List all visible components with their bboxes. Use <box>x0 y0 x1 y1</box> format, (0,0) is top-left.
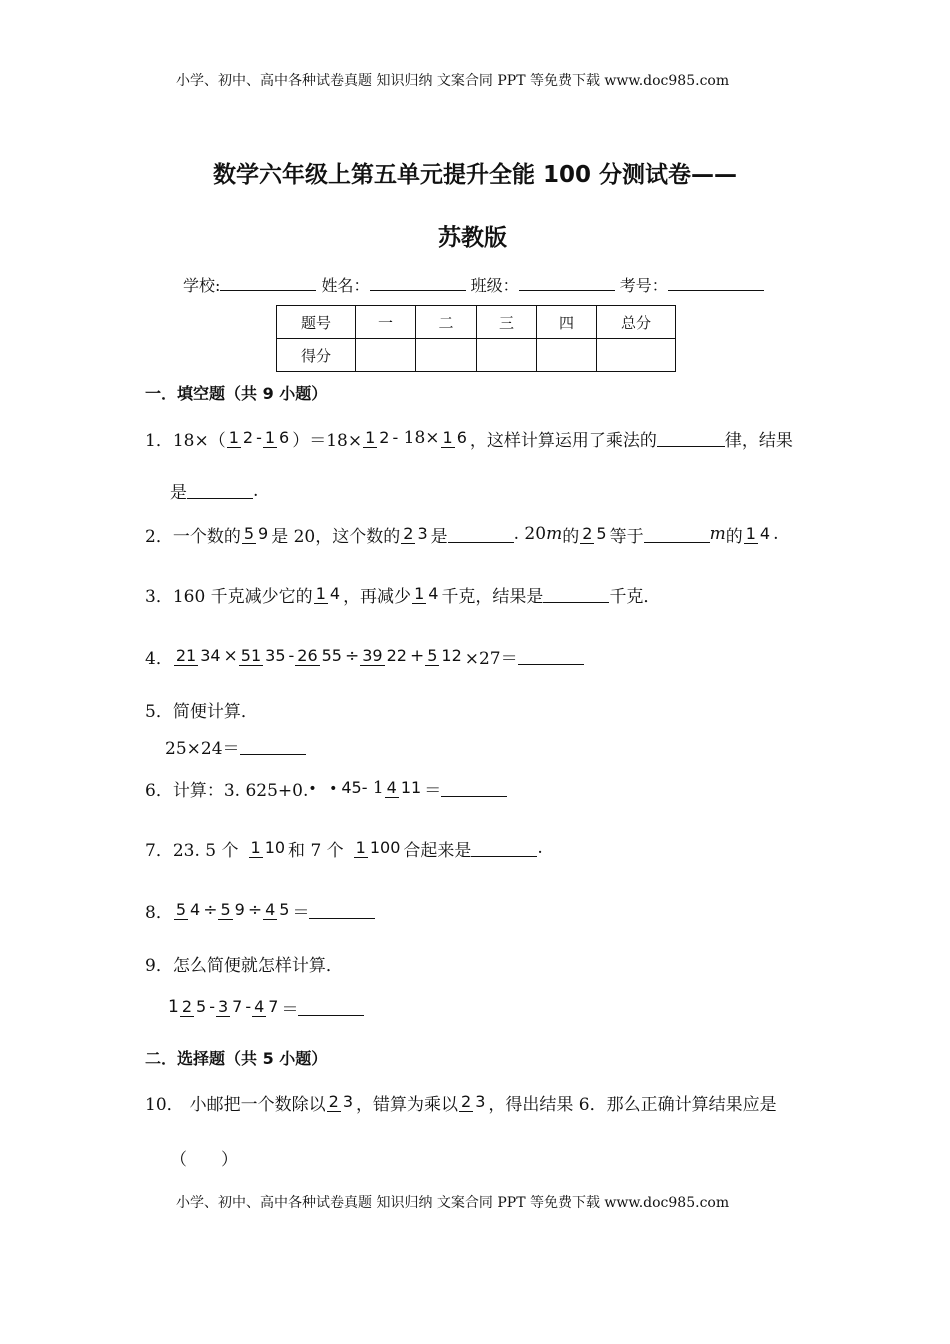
q2-text: 是 20，这个数的 <box>271 526 401 547</box>
fraction: 1 4 <box>745 524 771 543</box>
title-line-1: 数学六年级上第五单元提升全能 100 分测试卷—— <box>213 162 738 188</box>
q5-expression: 25×24＝ <box>165 739 240 759</box>
q6-text: ＝ <box>424 780 442 801</box>
q6-number: 6． <box>145 780 173 801</box>
q1-text: . <box>253 480 259 501</box>
name-blank <box>370 276 466 291</box>
q2-number: 2． <box>145 526 173 547</box>
answer-blank[interactable] <box>187 482 253 499</box>
fraction: 5 12 <box>427 646 462 665</box>
q2-text: 等于 <box>609 526 644 547</box>
class-label: 班级： <box>470 276 519 295</box>
score-row-label: 得分 <box>277 339 356 372</box>
q10-text: ，错算为乘以 <box>356 1094 459 1115</box>
q4-operator: × <box>223 646 238 666</box>
fraction: 2 5 <box>181 997 207 1016</box>
fraction: 2 3 <box>328 1092 354 1111</box>
fraction: 2 3 <box>461 1092 486 1111</box>
q8-number: 8． <box>145 902 173 923</box>
question-4 <box>145 636 584 676</box>
school-blank <box>220 276 316 291</box>
q9-whole: 1 <box>168 997 179 1017</box>
fraction: 2 5 <box>582 524 607 543</box>
name-label: 姓名： <box>321 276 370 295</box>
question-5-expr <box>165 734 306 759</box>
question-1-cont <box>170 478 258 503</box>
q2-unit: m <box>709 524 726 544</box>
q4-operator: + <box>409 646 425 666</box>
fraction: 1 6 <box>264 428 290 447</box>
question-8 <box>145 890 375 930</box>
q7-text: 和 7 个 <box>288 840 344 861</box>
class-blank <box>519 276 615 291</box>
question-10 <box>145 1082 777 1122</box>
q9-text: 怎么简便就怎样计算． <box>172 956 343 976</box>
q1-text: ，这样计算运用了乘法的 <box>469 430 657 451</box>
header-cell: 一 <box>356 306 416 339</box>
q1-minus: - <box>256 428 262 448</box>
q4-text: ×27＝ <box>464 648 518 669</box>
q9-number: 9． <box>145 956 173 976</box>
fraction: 1 2 <box>228 428 254 447</box>
question-7 <box>145 828 543 868</box>
score-cell[interactable] <box>477 339 537 372</box>
score-cell[interactable] <box>416 339 477 372</box>
q1-number: 1． <box>145 430 173 451</box>
score-table-score-row <box>277 339 676 372</box>
answer-blank[interactable] <box>543 586 609 603</box>
q10-number: 10． <box>145 1094 184 1115</box>
fraction: 5 9 <box>243 524 269 543</box>
fraction: 1 4 <box>414 584 439 603</box>
q7-text: 合起来是 <box>403 840 472 861</box>
q1-text: ）＝18× <box>292 430 363 451</box>
fraction: 4 7 <box>254 997 279 1016</box>
q3-text: 160 千克减少它的 <box>172 586 313 607</box>
question-10-paren <box>170 1145 238 1170</box>
q2-text: 的 <box>725 526 743 547</box>
q1-text: - 18× <box>392 428 440 448</box>
fraction: 1 4 <box>315 584 341 603</box>
fraction: 1 10 <box>250 838 286 857</box>
q2-text: 的 <box>562 526 580 547</box>
q4-number: 4． <box>145 648 173 669</box>
q2-text: 一个数的 <box>172 526 241 547</box>
fraction: 5 9 <box>220 900 245 919</box>
q2-unit: m <box>546 524 563 544</box>
score-table <box>276 305 676 372</box>
fraction: 51 35 <box>240 646 286 665</box>
question-6 <box>145 768 507 808</box>
answer-blank[interactable] <box>471 840 537 857</box>
q2-text: . 20 <box>513 524 547 544</box>
header-cell: 三 <box>477 306 537 339</box>
q3-text: 千克，结果是 <box>441 586 544 607</box>
q7-text: . <box>537 838 543 858</box>
header-cell: 二 <box>416 306 477 339</box>
q1-text: 律，结果 <box>724 430 793 451</box>
question-5 <box>145 697 258 722</box>
fraction: 26 55 <box>297 646 342 665</box>
title-line-2: 苏教版 <box>438 225 507 251</box>
answer-blank[interactable] <box>441 780 507 797</box>
header-cell: 四 <box>537 306 597 339</box>
repeating-decimal: • •45 <box>308 778 362 797</box>
header-cell: 总分 <box>597 306 676 339</box>
q3-text: 千克． <box>609 586 661 607</box>
q3-number: 3． <box>145 586 173 607</box>
section-1-title: 一．填空题（共 9 小题） <box>145 384 328 403</box>
fraction: 2 3 <box>403 524 428 543</box>
answer-blank[interactable] <box>644 526 710 543</box>
q4-operator: ÷ <box>344 646 360 666</box>
fraction: 21 34 <box>175 646 221 665</box>
section-2-title: 二．选择题（共 5 小题） <box>145 1049 328 1068</box>
answer-blank[interactable] <box>309 902 375 919</box>
q6-text: 计算：3. 625+0. <box>172 780 309 801</box>
fraction: 1 6 <box>442 428 467 447</box>
q10-text: ，得出结果 6．那么正确计算结果应是 <box>488 1094 777 1115</box>
fraction: 4 5 <box>265 900 290 919</box>
q7-text: 23. 5 个 <box>172 840 239 861</box>
question-9 <box>145 951 343 976</box>
number-blank <box>668 276 764 291</box>
q4-operator: - <box>288 646 295 666</box>
q1-text: 是 <box>170 483 187 503</box>
fraction: 1 2 <box>365 428 390 447</box>
q7-number: 7． <box>145 840 173 861</box>
q3-text: ，再减少 <box>343 586 412 607</box>
q1-text: 18×（ <box>172 430 226 451</box>
score-table-header-row <box>277 306 676 339</box>
q8-text: ＝ <box>292 902 310 923</box>
header-cell: 题号 <box>277 306 356 339</box>
fraction: 39 22 <box>362 646 407 665</box>
fraction: 1 100 <box>355 838 401 857</box>
q5-text: 简便计算． <box>172 702 258 722</box>
page-footer: 小学、初中、高中各种试卷真题 知识归纳 文案合同 PPT 等免费下载 www.doc985.com <box>176 1195 730 1211</box>
question-2 <box>145 514 778 554</box>
q9-operator: - <box>245 997 252 1017</box>
answer-parentheses[interactable]: （ ） <box>170 1150 238 1170</box>
q9-text: ＝ <box>281 999 299 1020</box>
q9-operator: - <box>209 997 215 1017</box>
q6-text: - 1 <box>361 778 384 798</box>
q8-operator: ÷ <box>247 900 263 920</box>
fraction: 3 7 <box>217 997 243 1016</box>
q2-text: 是 <box>430 526 448 547</box>
question-3 <box>145 574 660 614</box>
answer-blank[interactable] <box>657 430 725 447</box>
answer-blank[interactable] <box>240 738 306 755</box>
page-header: 小学、初中、高中各种试卷真题 知识归纳 文案合同 PPT 等免费下载 www.doc985.com <box>176 73 730 89</box>
q10-text: 小邮把一个数除以 <box>189 1094 326 1115</box>
q5-number: 5． <box>145 702 173 722</box>
question-9-expr <box>168 987 364 1027</box>
q2-text: . <box>773 524 779 544</box>
answer-blank[interactable] <box>518 648 584 665</box>
fraction: 5 4 <box>175 900 201 919</box>
school-label: 学校: <box>183 276 221 295</box>
score-cell[interactable] <box>356 339 416 372</box>
score-cell[interactable] <box>537 339 597 372</box>
fraction: 4 11 <box>386 778 422 797</box>
student-info-row <box>183 273 764 296</box>
score-cell[interactable] <box>597 339 676 372</box>
answer-blank[interactable] <box>298 999 364 1016</box>
answer-blank[interactable] <box>448 526 514 543</box>
q8-operator: ÷ <box>203 900 218 920</box>
question-1 <box>145 418 793 458</box>
number-label: 考号： <box>619 276 668 295</box>
